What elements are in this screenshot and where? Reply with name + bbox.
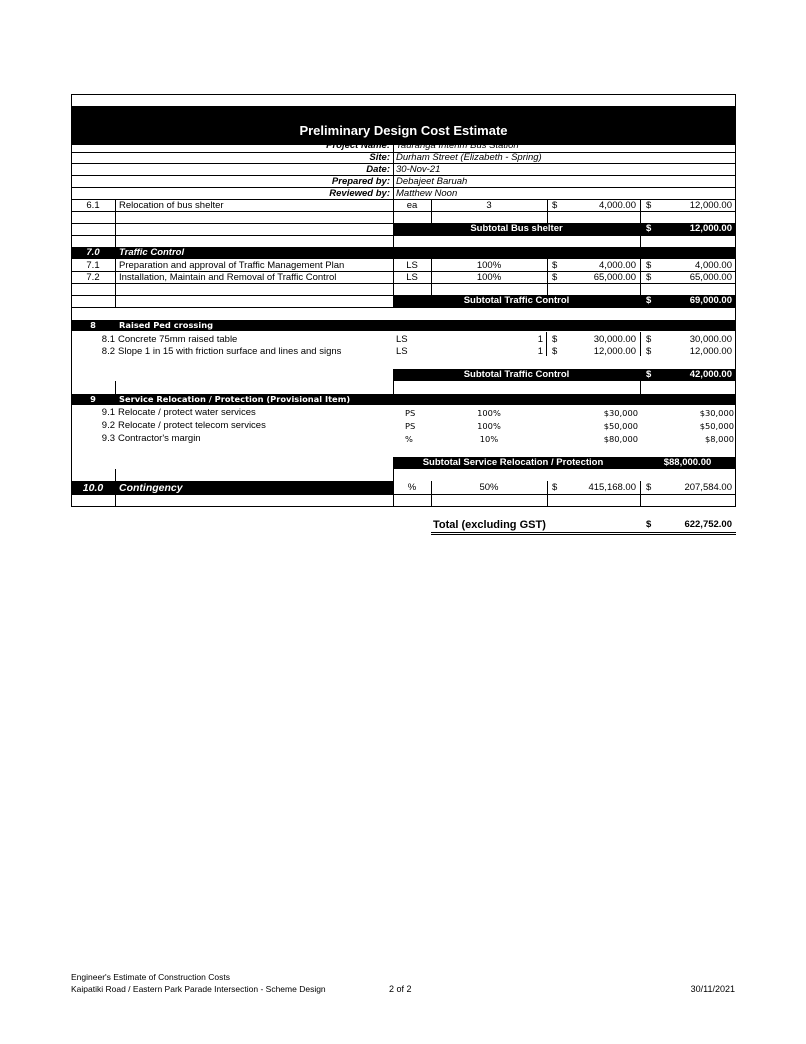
item-rate: 12,000.00 xyxy=(593,346,636,357)
total-amount: 622,752.00 xyxy=(684,519,732,530)
project-name-label: Project Name: xyxy=(326,140,390,151)
item-description: Preparation and approval of Traffic Management Plan xyxy=(119,260,345,271)
item-unit: LS xyxy=(396,334,408,345)
item-number: 7.2 xyxy=(86,272,100,283)
item-amount: 4,000.00 xyxy=(695,260,732,271)
item-description: Contractor's margin xyxy=(118,433,201,444)
contingency-percentage: 50% xyxy=(479,482,499,493)
amount-currency: $ xyxy=(646,260,652,271)
item-quantity: 100% xyxy=(477,408,501,418)
item-amount: $50,000 xyxy=(699,421,734,431)
item-amount: 30,000.00 xyxy=(689,334,732,345)
contingency-amount: 207,584.00 xyxy=(684,482,732,493)
rate-currency: $ xyxy=(552,260,558,271)
site-value: Durham Street (Elizabeth - Spring) xyxy=(396,152,542,163)
item-unit: LS xyxy=(406,272,418,283)
item-quantity: 10% xyxy=(479,434,499,444)
subtotal-service-relocation-label: Subtotal Service Relocation / Protection xyxy=(422,457,604,468)
section-title: Service Relocation / Protection (Provisional Item) xyxy=(119,394,351,404)
item-unit: ea xyxy=(406,200,418,211)
item-quantity: 100% xyxy=(476,272,502,283)
rate-currency: $ xyxy=(552,200,558,211)
item-number: 9.3 xyxy=(101,433,115,444)
section-title: Raised Ped crossing xyxy=(119,320,214,330)
item-number: 9.2 xyxy=(101,420,115,431)
item-number: 7.1 xyxy=(86,260,100,271)
item-number: 8.1 xyxy=(101,334,115,345)
item-number: 9.1 xyxy=(101,407,115,418)
amount-currency: $ xyxy=(646,200,652,211)
item-amount: 65,000.00 xyxy=(689,272,732,283)
amount-currency: $ xyxy=(646,334,652,345)
item-description: Relocate / protect water services xyxy=(118,407,256,418)
item-unit: % xyxy=(405,434,413,444)
section-number: 9 xyxy=(90,394,96,404)
project-name-value: Tauranga Interim Bus Station xyxy=(396,140,519,151)
item-rate: $30,000 xyxy=(603,408,638,418)
prepared-by-label: Prepared by: xyxy=(331,176,390,187)
item-amount: 12,000.00 xyxy=(689,346,732,357)
item-rate: 65,000.00 xyxy=(593,272,636,283)
item-description: Relocate / protect telecom services xyxy=(118,420,266,431)
item-quantity: 1 xyxy=(537,334,543,345)
subtotal-raised-crossing-currency: $ xyxy=(646,369,652,380)
item-amount: 12,000.00 xyxy=(689,200,732,211)
amount-currency: $ xyxy=(646,346,652,357)
subtotal-traffic-control-amount: 69,000.00 xyxy=(689,295,732,306)
item-quantity: 3 xyxy=(486,200,492,211)
section-title: Traffic Control xyxy=(119,247,185,258)
contingency-base: 415,168.00 xyxy=(588,482,636,493)
date-value: 30-Nov-21 xyxy=(396,164,441,175)
section-number: 7.0 xyxy=(86,247,100,258)
item-quantity: 100% xyxy=(477,421,501,431)
item-unit: PS xyxy=(405,421,416,431)
subtotal-raised-crossing-amount: 42,000.00 xyxy=(689,369,732,380)
item-amount: $8,000 xyxy=(704,434,734,444)
subtotal-traffic-control-label: Subtotal Traffic Control xyxy=(463,295,570,306)
item-amount: $30,000 xyxy=(699,408,734,418)
item-rate: 30,000.00 xyxy=(593,334,636,345)
rate-currency: $ xyxy=(552,482,558,493)
subtotal-bus-shelter-currency: $ xyxy=(646,223,652,234)
page-title: Preliminary Design Cost Estimate xyxy=(299,123,508,138)
item-rate: $80,000 xyxy=(603,434,638,444)
item-quantity: 100% xyxy=(476,260,502,271)
footer-project: Kaipatiki Road / Eastern Park Parade Intersection - Scheme Design xyxy=(71,984,326,994)
page-number: 2 of 2 xyxy=(389,984,412,994)
prepared-by-value: Debajeet Baruah xyxy=(396,176,468,187)
item-number: 6.1 xyxy=(86,200,100,211)
subtotal-bus-shelter-amount: 12,000.00 xyxy=(689,223,732,234)
reviewed-by-value: Matthew Noon xyxy=(396,188,458,199)
footer-document-title: Engineer's Estimate of Construction Costs xyxy=(71,972,230,982)
section-title: Contingency xyxy=(119,482,183,494)
subtotal-service-relocation-amount: $88,000.00 xyxy=(663,457,712,468)
total-label: Total (excluding GST) xyxy=(433,519,546,531)
site-label: Site: xyxy=(369,152,390,163)
rate-currency: $ xyxy=(552,346,558,357)
item-rate: $50,000 xyxy=(603,421,638,431)
date-label: Date: xyxy=(366,164,390,175)
item-description: Concrete 75mm raised table xyxy=(118,334,238,345)
item-rate: 4,000.00 xyxy=(599,260,636,271)
subtotal-bus-shelter-label: Subtotal Bus shelter xyxy=(470,223,563,234)
subtotal-raised-crossing-label: Subtotal Traffic Control xyxy=(463,369,570,380)
contingency-unit: % xyxy=(407,482,417,493)
rate-currency: $ xyxy=(552,334,558,345)
section-number: 10.0 xyxy=(82,482,104,494)
amount-currency: $ xyxy=(646,272,652,283)
rate-currency: $ xyxy=(552,272,558,283)
subtotal-traffic-control-currency: $ xyxy=(646,295,652,306)
amount-currency: $ xyxy=(646,482,652,493)
item-description: Installation, Maintain and Removal of Traffic Control xyxy=(119,272,337,283)
item-unit: LS xyxy=(406,260,418,271)
item-unit: LS xyxy=(396,346,408,357)
item-description: Slope 1 in 15 with friction surface and lines and signs xyxy=(118,346,342,357)
item-description: Relocation of bus shelter xyxy=(119,200,224,211)
reviewed-by-label: Reviewed by: xyxy=(329,188,390,199)
item-rate: 4,000.00 xyxy=(599,200,636,211)
item-unit: PS xyxy=(405,408,416,418)
total-currency: $ xyxy=(646,519,652,530)
item-number: 8.2 xyxy=(101,346,115,357)
section-number: 8 xyxy=(90,320,96,330)
item-quantity: 1 xyxy=(537,346,543,357)
footer-date: 30/11/2021 xyxy=(690,984,735,994)
